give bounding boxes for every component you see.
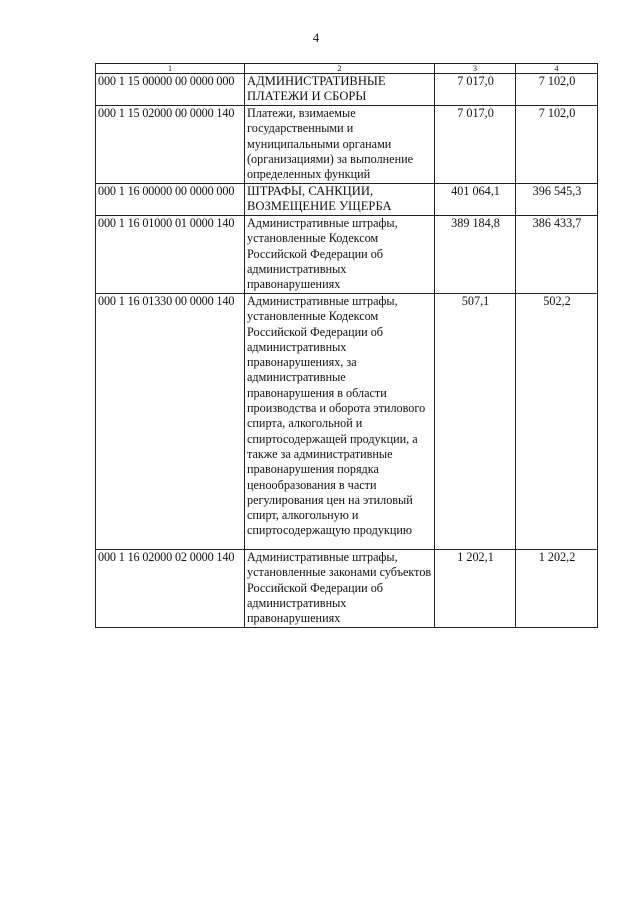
- budget-code-cell: 000 1 15 02000 00 0000 140: [96, 106, 245, 184]
- amount-col4-cell: 502,2: [516, 294, 598, 550]
- amount-col4-cell: 1 202,2: [516, 550, 598, 628]
- amount-col4-cell: 386 433,7: [516, 216, 598, 294]
- budget-code-cell: 000 1 15 00000 00 0000 000: [96, 74, 245, 106]
- amount-col4-cell: 7 102,0: [516, 74, 598, 106]
- column-number-3: 3: [435, 64, 516, 74]
- column-number-row: [96, 64, 598, 74]
- item-name-cell: ШТРАФЫ, САНКЦИИ, ВОЗМЕЩЕНИЕ УЩЕРБА: [245, 184, 435, 216]
- budget-code-cell: 000 1 16 00000 00 0000 000: [96, 184, 245, 216]
- column-number-4: 4: [516, 64, 598, 74]
- amount-col4-cell: 396 545,3: [516, 184, 598, 216]
- amount-col3-cell: 507,1: [435, 294, 516, 550]
- page-number: 4: [312, 30, 320, 45]
- table-row: [96, 294, 598, 550]
- budget-table: [95, 63, 598, 628]
- column-number-1: 1: [96, 64, 245, 74]
- table-row: [96, 550, 598, 628]
- item-name-cell: Административные штрафы, установленные Кодексом Российской Федерации об административных правонарушениях: [245, 216, 435, 294]
- amount-col3-cell: 1 202,1: [435, 550, 516, 628]
- table-row: [96, 184, 598, 216]
- column-number-2: 2: [245, 64, 435, 74]
- item-name-cell: Административные штрафы, установленные законами субъектов Российской Федерации об административных правонарушениях: [245, 550, 435, 628]
- amount-col3-cell: 7 017,0: [435, 74, 516, 106]
- table-row: [96, 106, 598, 184]
- table-row: [96, 216, 598, 294]
- budget-code-cell: 000 1 16 02000 02 0000 140: [96, 550, 245, 628]
- amount-col3-cell: 389 184,8: [435, 216, 516, 294]
- budget-code-cell: 000 1 16 01000 01 0000 140: [96, 216, 245, 294]
- item-name-cell: АДМИНИСТРАТИВНЫЕ ПЛАТЕЖИ И СБОРЫ: [245, 74, 435, 106]
- table-row: [96, 74, 598, 106]
- amount-col4-cell: 7 102,0: [516, 106, 598, 184]
- item-name-cell: Платежи, взимаемые государственными и муниципальными органами (организациями) за выполнение определенных функций: [245, 106, 435, 184]
- item-name-cell: Административные штрафы, установленные Кодексом Российской Федерации об административных правонарушениях, за административные правонарушения в области производства и оборота этилового спирта, алкогольной и спиртосодержащей продукции, а также за административные правонарушения порядка ценообразования в части регулирования цен на этиловый спирт, алкогольную и спиртосодержащую продукцию: [245, 294, 435, 550]
- amount-col3-cell: 401 064,1: [435, 184, 516, 216]
- amount-col3-cell: 7 017,0: [435, 106, 516, 184]
- budget-code-cell: 000 1 16 01330 00 0000 140: [96, 294, 245, 550]
